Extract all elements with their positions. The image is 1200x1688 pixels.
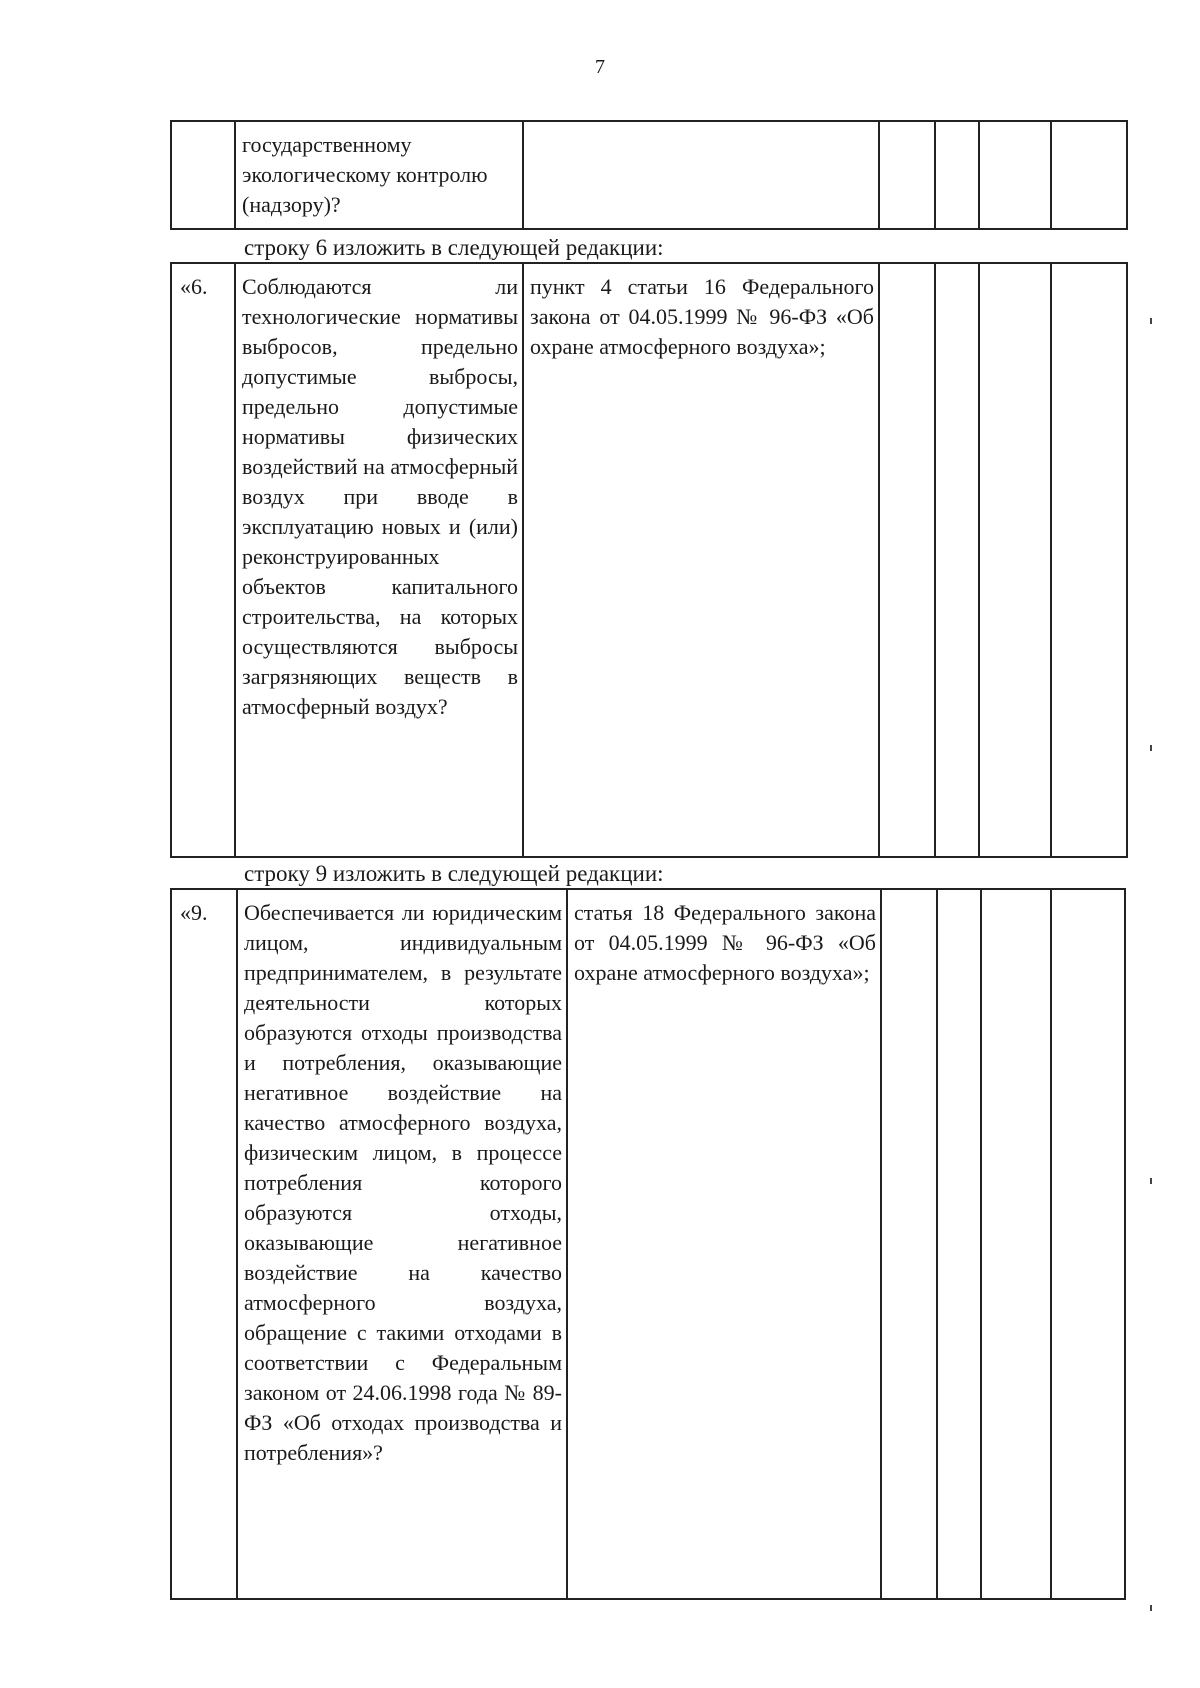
answer-cell xyxy=(981,889,1051,1599)
answer-cell xyxy=(935,121,979,229)
number-cell xyxy=(171,121,235,229)
question-text: Обеспечивается ли юридическим лицом, индивидуальным предпринимателем, в результате деятельности которых образуются отходы производства и потребления, оказывающие негативное воздействие на качество атмосферного воздуха, физическим лицом, в процессе потребления которого образуются отходы, оказывающие негативное воздействие на качество атмосферного воздуха, обращение с такими отходами в соответствии с Федеральным законом от 24.06.1998 года № 89-ФЗ «Об отходах производства и потребления»? xyxy=(244,900,562,1465)
page-number: 7 xyxy=(595,56,605,78)
answer-cell xyxy=(935,263,979,857)
question-cell xyxy=(237,889,567,1599)
scan-mark xyxy=(1150,1178,1152,1184)
answer-cell xyxy=(1051,889,1125,1599)
caption-row6: строку 6 изложить в следующей редакции: xyxy=(244,235,664,260)
question-text: Соблюдаются ли технологические нормативы выбросов, предельно допустимые выбросы, предельно допустимые нормативы физических воздействий на атмосферный воздух при вводе в эксплуатацию новых и (или) реконструированных объектов капитального строительства, на которых осуществляются выбросы загрязняющих веществ в атмосферный воздух? xyxy=(242,274,518,719)
row-number: «6. xyxy=(180,274,208,299)
number-cell xyxy=(171,263,235,857)
question-cell xyxy=(235,263,523,857)
reference-text: статья 18 Федерального закона от 04.05.1999 № 96-ФЗ «Об охране атмосферного воздуха»; xyxy=(574,900,876,985)
answer-cell xyxy=(979,263,1051,857)
caption-row9: строку 9 изложить в следующей редакции: xyxy=(244,861,664,886)
question-cell xyxy=(235,121,523,229)
scan-mark xyxy=(1150,1605,1152,1611)
row-number: «9. xyxy=(180,900,208,925)
table-row xyxy=(171,121,1127,229)
reference-cell xyxy=(567,889,881,1599)
reference-text: пункт 4 статьи 16 Федерального закона от 04.05.1999 № 96-ФЗ «Об охране атмосферного воздуха»; xyxy=(530,274,874,359)
reference-cell xyxy=(523,121,879,229)
table-row xyxy=(171,263,1127,857)
answer-cell xyxy=(879,121,935,229)
answer-cell xyxy=(979,121,1051,229)
answer-cell xyxy=(937,889,981,1599)
table-row xyxy=(171,889,1125,1599)
answer-cell xyxy=(1051,121,1127,229)
table-row6 xyxy=(170,262,1128,858)
answer-cell xyxy=(1051,263,1127,857)
number-cell xyxy=(171,889,237,1599)
question-text: государственному экологическому контролю (надзору)? xyxy=(242,132,488,217)
answer-cell xyxy=(879,263,935,857)
table-row9 xyxy=(170,888,1126,1600)
answer-cell xyxy=(881,889,937,1599)
scan-mark xyxy=(1150,318,1152,324)
reference-cell xyxy=(523,263,879,857)
table-continuation xyxy=(170,120,1128,230)
scan-mark xyxy=(1150,745,1152,751)
